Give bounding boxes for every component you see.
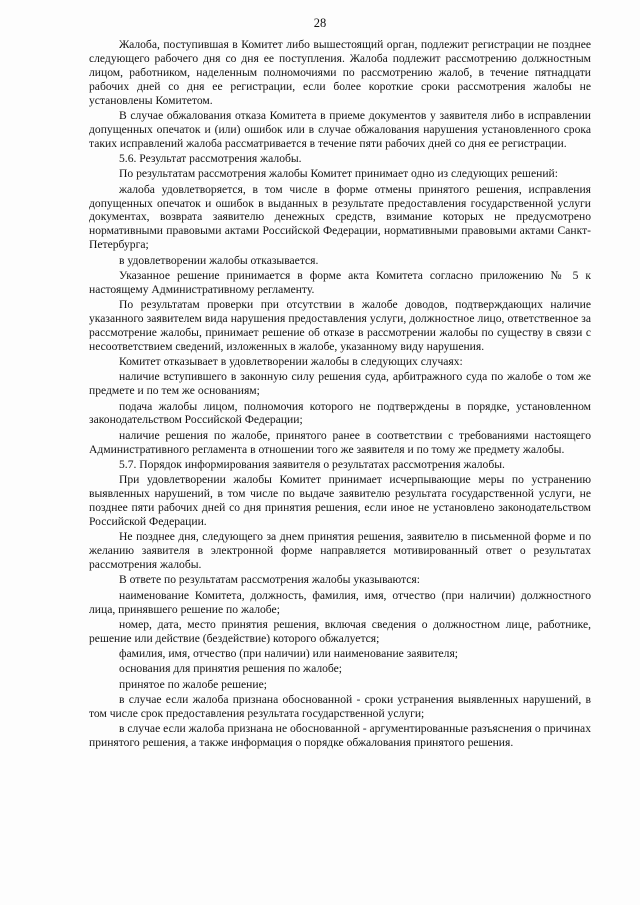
document-body (89, 38, 591, 750)
list-item: принятое по жалобе решение; (119, 677, 267, 691)
page-number: 28 (313, 16, 327, 30)
paragraph: Не позднее дня, следующего за днем принятия решения, заявителю в письменной форме и по желанию заявителя в электронной форме направляется мотивированный ответ о результатах рассмотрения жалобы. (89, 530, 591, 572)
section-heading-5-6: 5.6. Результат рассмотрения жалобы. (119, 152, 302, 166)
paragraph: Жалоба, поступившая в Комитет либо вышестоящий орган, подлежит регистрации не позднее следующего рабочего дня со дня ее поступления. Жалоба подлежит рассмотрению должностным лицом, работником, наделенным полномочиями по рассмотрению жалоб, в течение пятнадцати рабочих дней со дня ее регистрации, если более короткие сроки рассмотрения жалобы не установлены Комитетом. (89, 38, 591, 107)
paragraph: По результатам рассмотрения жалобы Комитет принимает одно из следующих решений: (119, 167, 558, 181)
list-item: подача жалобы лицом, полномочия которого не подтверждены в порядке, установленном законодательством Российской Федерации; (89, 399, 591, 427)
paragraph: Указанное решение принимается в форме акта Комитета согласно приложению № 5 к настоящему Административному регламенту. (89, 268, 591, 296)
list-item: в удовлетворении жалобы отказывается. (119, 253, 319, 267)
paragraph: По результатам проверки при отсутствии в жалобе доводов, подтверждающих наличие указанного заявителем вида нарушения предоставления услуги, должностное лицо, ответственное за рассмотрение жалобы, принимает решение об отказе в рассмотрении жалобы по существу в связи с несоответствием сведений, изложенных в жалобе, указанному виду нарушения. (89, 298, 591, 353)
paragraph: Комитет отказывает в удовлетворении жалобы в следующих случаях: (119, 355, 463, 369)
paragraph: При удовлетворении жалобы Комитет принимает исчерпывающие меры по устранению выявленных нарушений, в том числе по выдаче заявителю результата государственной услуги, не позднее пяти рабочих дней со дня принятия решения, если иное не установлено законодательством Российской Федерации. (89, 473, 591, 528)
list-item: в случае если жалоба признана обоснованной - сроки устранения выявленных нарушений, в том числе срок предоставления результата государственной услуги; (89, 692, 591, 720)
list-item: в случае если жалоба признана не обоснованной - аргументированные разъяснения о причинах принятого решения, а также информация о порядке обжалования принятого решения. (89, 722, 591, 750)
section-heading-5-7: 5.7. Порядок информирования заявителя о результатах рассмотрения жалобы. (119, 457, 505, 471)
list-item: наличие решения по жалобе, принятого ранее в соответствии с требованиями настоящего Административного регламента в отношении того же заявителя и по тому же предмету жалобы. (89, 428, 591, 456)
list-item: наличие вступившего в законную силу решения суда, арбитражного суда по жалобе о том же предмете и по тем же основаниям; (89, 370, 591, 398)
list-item: основания для принятия решения по жалобе; (119, 662, 343, 676)
list-item: фамилия, имя, отчество (при наличии) или наименование заявителя; (119, 647, 459, 661)
paragraph: В случае обжалования отказа Комитета в приеме документов у заявителя либо в исправлении допущенных опечаток и (или) ошибок или в случае обжалования нарушения установленного срока таких исправлений жалоба рассматривается в течение пяти рабочих дней со дня ее регистрации. (89, 108, 591, 150)
list-item: наименование Комитета, должность, фамилия, имя, отчество (при наличии) должностного лица, принявшего решение по жалобе; (89, 588, 591, 616)
list-item: номер, дата, место принятия решения, включая сведения о должностном лице, работнике, решение или действие (бездействие) которого обжалуется; (89, 617, 591, 645)
list-item: жалоба удовлетворяется, в том числе в форме отмены принятого решения, исправления допущенных опечаток и ошибок в выданных в результате предоставления государственной услуги документах, возврата заявителю денежных средств, взимание которых не предусмотрено нормативными правовыми актами Российской Федерации, нормативными правовыми актами Санкт-Петербурга; (89, 182, 591, 252)
paragraph: В ответе по результатам рассмотрения жалобы указываются: (119, 573, 420, 587)
